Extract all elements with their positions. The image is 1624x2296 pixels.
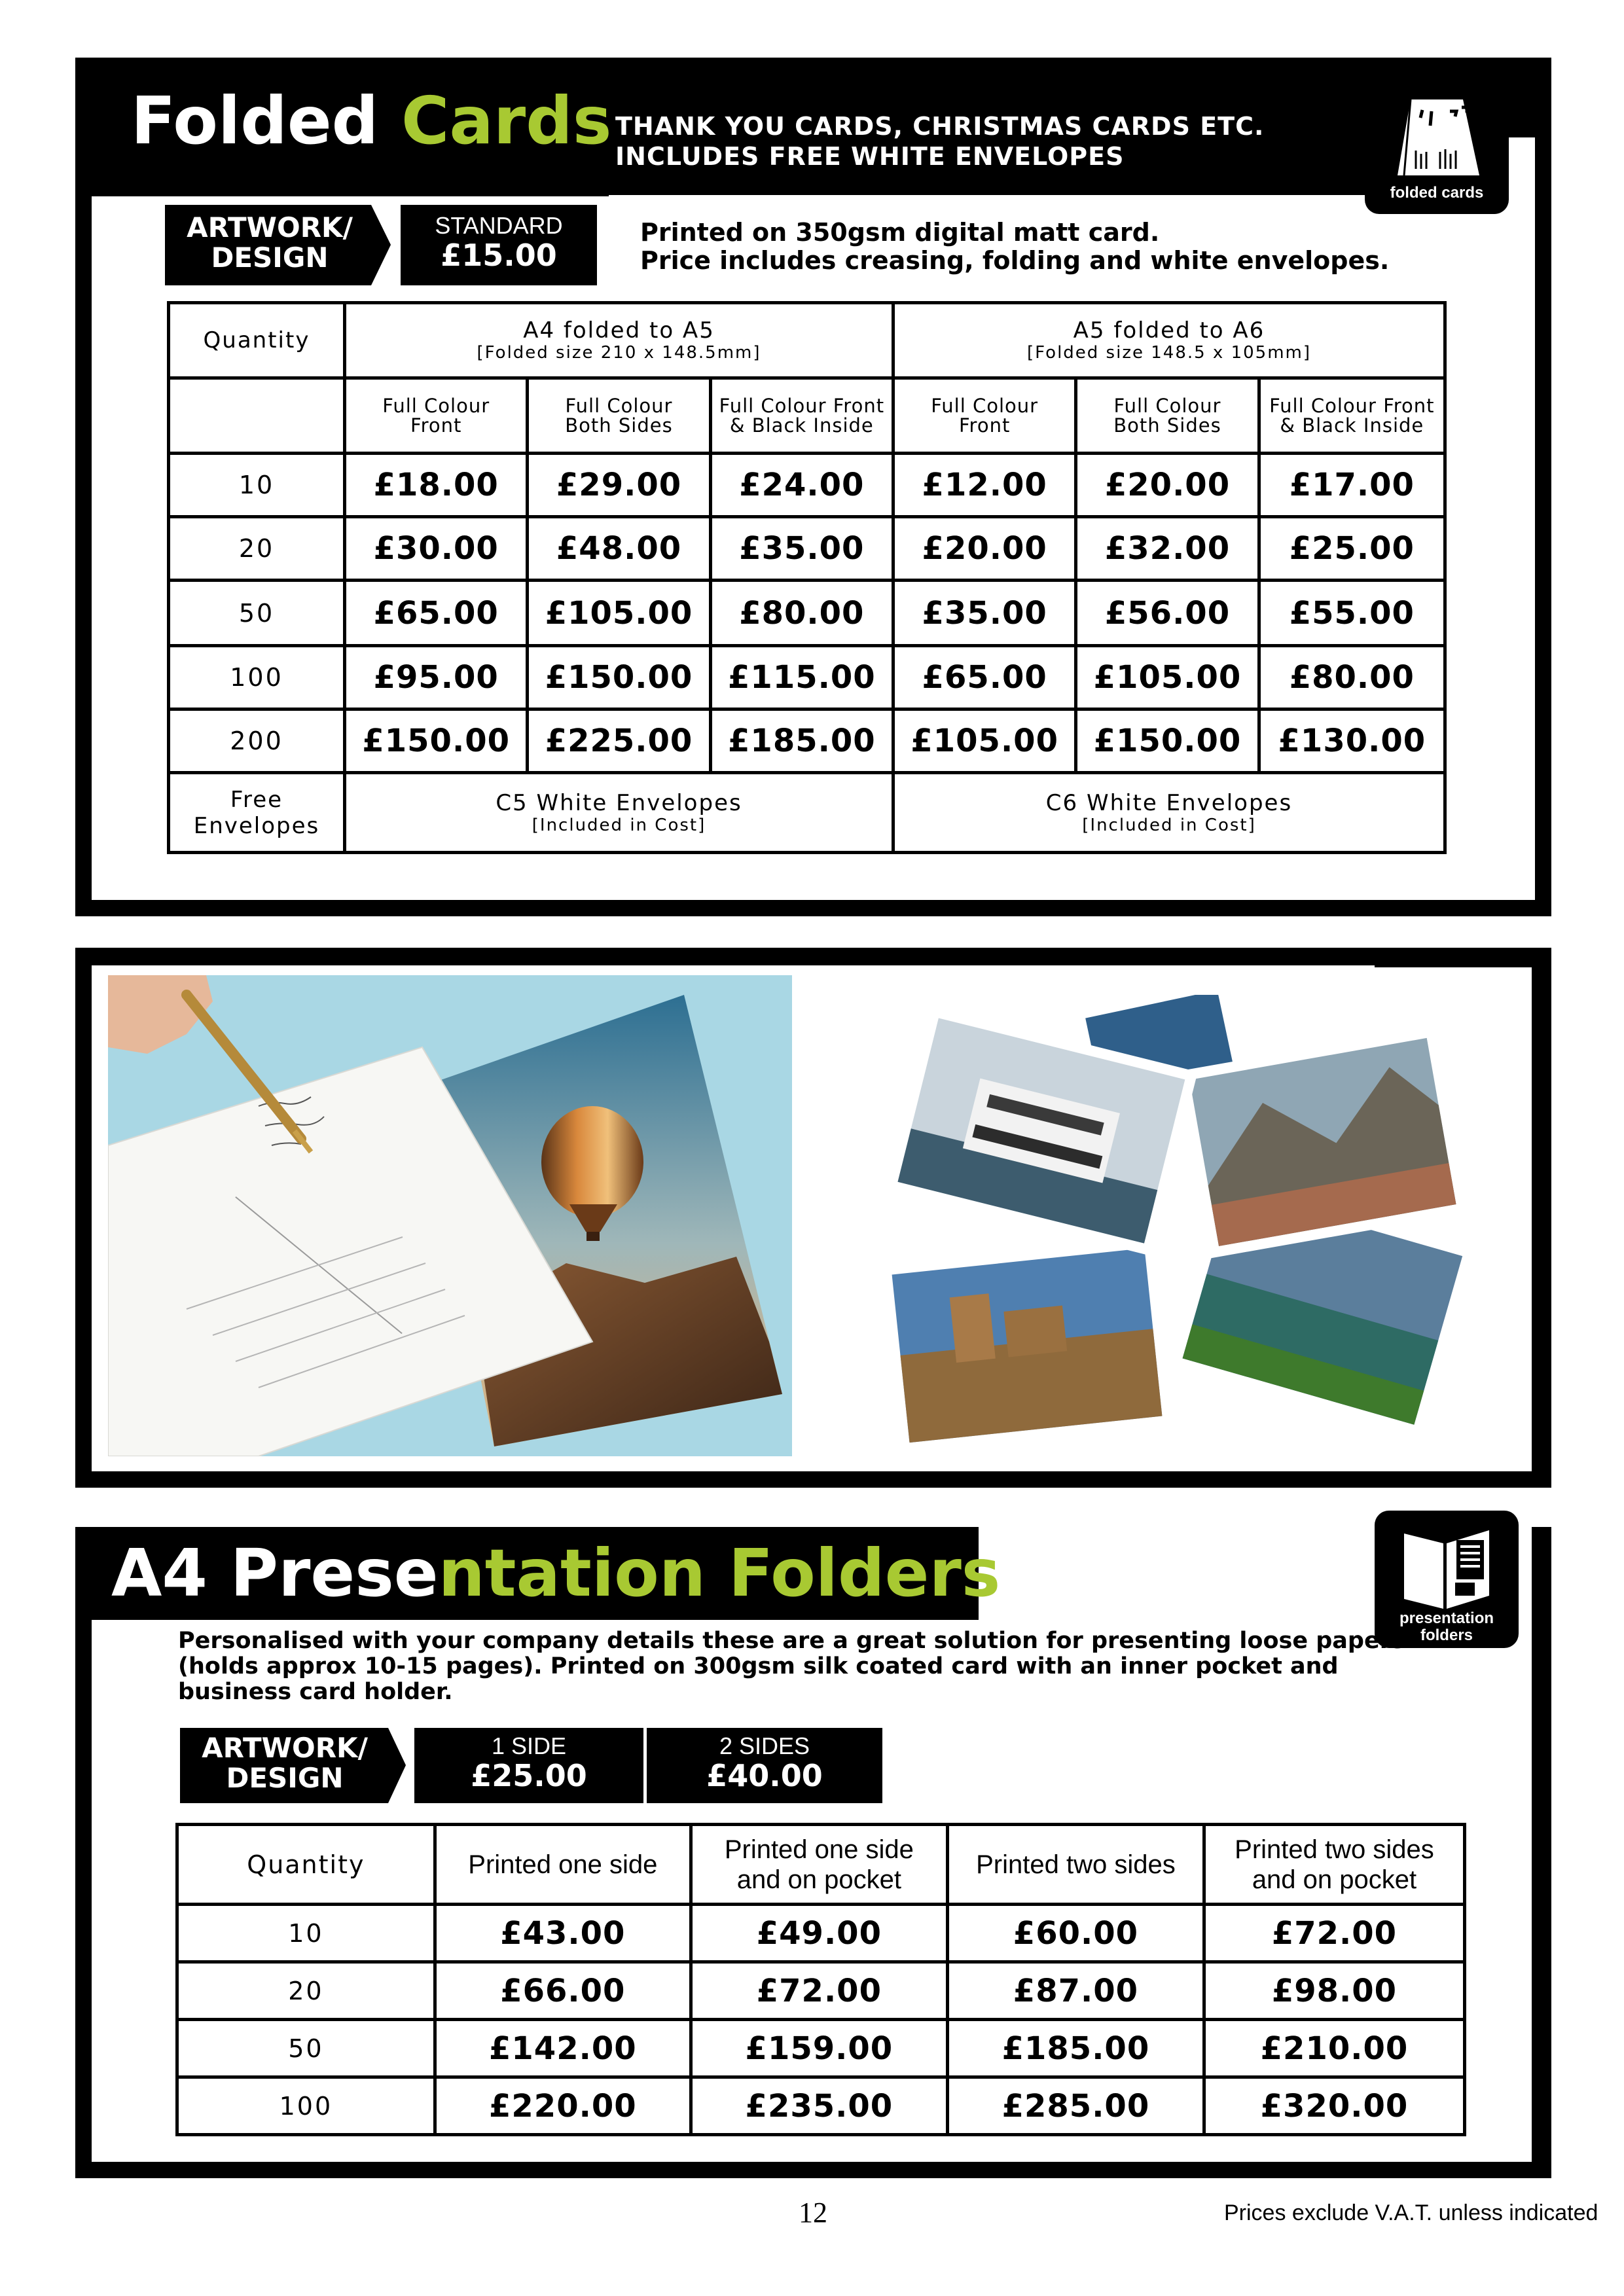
folders-desc-line-1: Personalised with your company details these are a great solution for presenting loose papers	[178, 1628, 1405, 1654]
price-cell: £29.00	[528, 454, 710, 517]
table-column-header-row	[169, 378, 1445, 454]
folded-artwork-tag	[165, 205, 374, 285]
photo-pile	[877, 995, 1466, 1446]
folded-description	[640, 219, 1389, 275]
price-cell: £150.00	[528, 646, 710, 709]
table-row	[169, 646, 1445, 709]
price-cell: £142.00	[435, 2020, 691, 2077]
folded-desc-line-1: Printed on 350gsm digital matt card.	[640, 218, 1160, 247]
price-cell: £150.00	[345, 709, 528, 773]
price-cell: £225.00	[528, 709, 710, 773]
folded-cards-badge	[1365, 80, 1509, 214]
title-white-part: Folded	[131, 82, 402, 159]
price-cell: £98.00	[1204, 1962, 1464, 2020]
price-cell: £80.00	[1259, 646, 1445, 709]
price-cell: £35.00	[710, 517, 893, 581]
envelope-b-sub: [Included in Cost]	[1082, 815, 1256, 835]
envelope-a-sub: [Included in Cost]	[532, 815, 706, 835]
subhead-line-2: INCLUDES FREE WHITE ENVELOPES	[615, 142, 1125, 171]
group-a-header	[345, 303, 893, 378]
price-cell: £25.00	[1259, 517, 1445, 581]
price-cell: £32.00	[1076, 517, 1259, 581]
table-row	[177, 1962, 1465, 2020]
postcard-photo	[108, 975, 792, 1456]
price-cell: £35.00	[893, 581, 1076, 646]
folded-desc-line-2: Price includes creasing, folding and white envelopes.	[640, 246, 1390, 275]
presentation-folder-icon	[1398, 1520, 1496, 1612]
price-cell: £65.00	[345, 581, 528, 646]
col-header: Printed one side	[435, 1825, 691, 1905]
table-column-header-row	[177, 1825, 1465, 1905]
col-header: Full Colour Front	[345, 378, 528, 454]
photo-pile-illustration	[877, 995, 1466, 1446]
col-header: Full Colour Both Sides	[528, 378, 710, 454]
folders-two-sides-price-tag	[647, 1728, 882, 1803]
artwork-line-2: DESIGN	[226, 1762, 344, 1794]
table-row	[177, 1905, 1465, 1962]
table-row	[169, 581, 1445, 646]
presentation-folders-icon-caption: presentation folders	[1399, 1609, 1494, 1644]
price-cell: £24.00	[710, 454, 893, 517]
col-header: Printed one side and on pocket	[691, 1825, 947, 1905]
group-b-subtitle: [Folded size 148.5 x 105mm]	[1026, 343, 1312, 363]
folded-standard-price-tag	[401, 205, 597, 285]
folders-one-side-price-tag	[414, 1728, 643, 1803]
price-cell: £130.00	[1259, 709, 1445, 773]
price-cell: £105.00	[528, 581, 710, 646]
envelope-label-2: Envelopes	[193, 812, 320, 839]
postcard-illustration	[108, 975, 792, 1456]
table-row	[177, 2020, 1465, 2077]
envelope-b-cell	[893, 773, 1445, 853]
group-b-header	[893, 303, 1445, 378]
folded-card-icon	[1384, 92, 1489, 183]
price-cell: £220.00	[435, 2077, 691, 2135]
price-cell: £56.00	[1076, 581, 1259, 646]
price-cell: £105.00	[893, 709, 1076, 773]
folded-cards-title-bar	[75, 58, 1365, 195]
table-row	[169, 709, 1445, 773]
price-cell: £185.00	[710, 709, 893, 773]
price-cell: £55.00	[1259, 581, 1445, 646]
folders-desc-line-2: (holds approx 10-15 pages). Printed on 300gsm silk coated card with an inner pocket and	[178, 1653, 1339, 1679]
folded-cards-icon-caption: folded cards	[1390, 184, 1484, 202]
folders-desc-line-3: business card holder.	[178, 1679, 453, 1705]
standard-label: STANDARD	[435, 212, 563, 239]
page-title-folded-cards	[131, 82, 612, 159]
envelope-a-cell	[345, 773, 893, 853]
folders-artwork-tag	[180, 1728, 389, 1803]
col-header: Full Colour Both Sides	[1076, 378, 1259, 454]
price-cell: £72.00	[1204, 1905, 1464, 1962]
table-row	[169, 454, 1445, 517]
quantity-header: Quantity	[169, 303, 345, 378]
price-cell: £150.00	[1076, 709, 1259, 773]
folders-title-bar	[75, 1527, 1001, 1620]
standard-price: £15.00	[441, 238, 557, 273]
title-green-part: ntation Folders	[438, 1535, 1001, 1611]
folded-cards-price-table	[167, 301, 1447, 854]
price-cell: £49.00	[691, 1905, 947, 1962]
folded-cards-subhead	[615, 111, 1264, 171]
two-sides-label: 2 SIDES	[719, 1732, 810, 1759]
two-sides-price: £40.00	[706, 1758, 823, 1793]
qty-cell: 10	[169, 454, 345, 517]
price-cell: £320.00	[1204, 2077, 1464, 2135]
col-header: Full Colour Front & Black Inside	[1259, 378, 1445, 454]
price-cell: £72.00	[691, 1962, 947, 2020]
qty-cell: 20	[169, 517, 345, 581]
price-cell: £20.00	[893, 517, 1076, 581]
price-cell: £115.00	[710, 646, 893, 709]
price-cell: £95.00	[345, 646, 528, 709]
price-cell: £18.00	[345, 454, 528, 517]
col-header: Full Colour Front	[893, 378, 1076, 454]
group-a-title: A4 folded to A5	[523, 317, 715, 344]
vat-note: Prices exclude V.A.T. unless indicated	[1224, 2200, 1598, 2225]
group-b-title: A5 folded to A6	[1073, 317, 1265, 344]
envelope-label-1: Free	[230, 786, 283, 813]
group-a-subtitle: [Folded size 210 x 148.5mm]	[477, 343, 761, 363]
title-green-part: Cards	[401, 82, 612, 159]
empty-corner-cell	[169, 378, 345, 454]
price-cell: £65.00	[893, 646, 1076, 709]
qty-cell: 10	[177, 1905, 435, 1962]
price-cell: £235.00	[691, 2077, 947, 2135]
price-cell: £12.00	[893, 454, 1076, 517]
price-cell: £48.00	[528, 517, 710, 581]
table-row	[177, 2077, 1465, 2135]
envelope-a: C5 White Envelopes	[496, 789, 742, 816]
price-cell: £17.00	[1259, 454, 1445, 517]
price-cell: £30.00	[345, 517, 528, 581]
envelope-label-cell	[169, 773, 345, 853]
title-white-part: A4 Prese	[111, 1535, 439, 1611]
qty-cell: 20	[177, 1962, 435, 2020]
price-cell: £87.00	[947, 1962, 1204, 2020]
col-header: Printed two sides and on pocket	[1204, 1825, 1464, 1905]
price-cell: £66.00	[435, 1962, 691, 2020]
price-cell: £43.00	[435, 1905, 691, 1962]
photo-strip-tab	[1375, 948, 1551, 967]
qty-cell: 100	[169, 646, 345, 709]
table-group-header-row	[169, 303, 1445, 378]
price-cell: £105.00	[1076, 646, 1259, 709]
one-side-price: £25.00	[471, 1758, 587, 1793]
col-header: Printed two sides	[947, 1825, 1204, 1905]
page-number: 12	[799, 2197, 827, 2229]
qty-cell: 50	[177, 2020, 435, 2077]
envelope-b: C6 White Envelopes	[1045, 789, 1293, 816]
price-cell: £80.00	[710, 581, 893, 646]
envelope-row	[169, 773, 1445, 853]
artwork-line-2: DESIGN	[211, 242, 329, 274]
price-cell: £20.00	[1076, 454, 1259, 517]
page-title-presentation-folders	[111, 1535, 1001, 1611]
price-cell: £60.00	[947, 1905, 1204, 1962]
folders-description	[178, 1628, 1405, 1705]
quantity-header: Quantity	[177, 1825, 435, 1905]
qty-cell: 200	[169, 709, 345, 773]
one-side-label: 1 SIDE	[491, 1732, 567, 1759]
col-header: Full Colour Front & Black Inside	[710, 378, 893, 454]
folders-price-table	[175, 1823, 1466, 2136]
price-cell: £159.00	[691, 2020, 947, 2077]
table-row	[169, 517, 1445, 581]
price-cell: £210.00	[1204, 2020, 1464, 2077]
artwork-line-1: ARTWORK/	[202, 1732, 368, 1764]
subhead-line-1: THANK YOU CARDS, CHRISTMAS CARDS ETC.	[615, 112, 1265, 141]
price-cell: £185.00	[947, 2020, 1204, 2077]
qty-cell: 50	[169, 581, 345, 646]
qty-cell: 100	[177, 2077, 435, 2135]
artwork-line-1: ARTWORK/	[187, 211, 353, 243]
price-cell: £285.00	[947, 2077, 1204, 2135]
